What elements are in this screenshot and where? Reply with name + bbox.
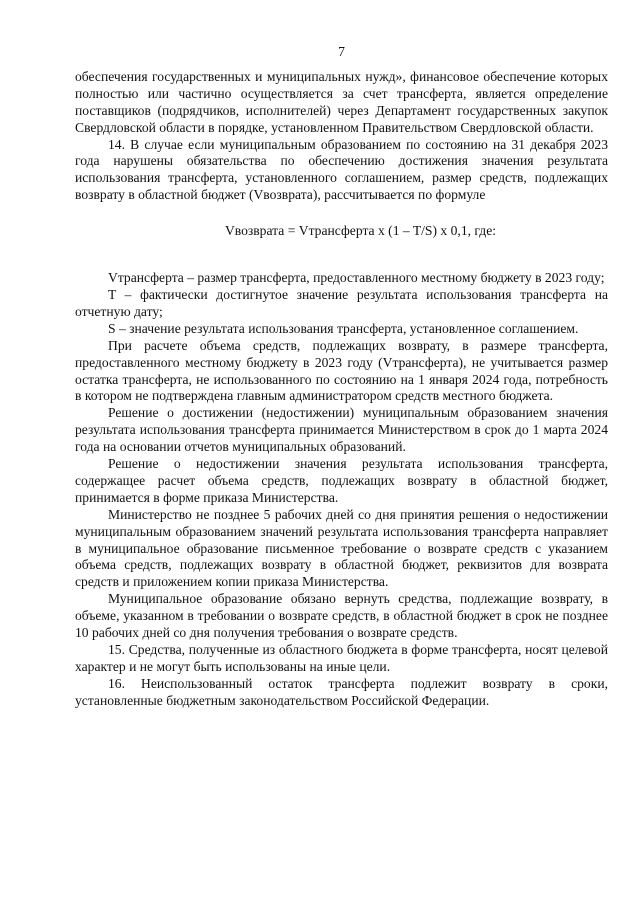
definition-v-transfer: Vтрансферта – размер трансферта, предоставленного местному бюджету в 2023 году; xyxy=(108,270,605,286)
paragraph-decision-achievement: Решение о достижении (недостижении) муниципальным образованием значения результата использования трансферта принимается Министерством в срок до 1 марта 2024 года на основании отчетов муниципальных образований. xyxy=(75,405,608,455)
paragraph-calculation: При расчете объема средств, подлежащих возврату, в размере трансферта, предоставленного местному бюджету в 2023 году (Vтрансферта), не учитывается размер остатка трансферта, не использованного по состоянию на 1 января 2024 года, потребность в котором не подтверждена главным администратором средств местного бюджета. xyxy=(75,337,608,404)
paragraph-15: 15. Средства, полученные из областного бюджета в форме трансферта, носят целевой характер и не могут быть использованы на иные цели. xyxy=(75,642,608,674)
paragraph-decision-order: Решение о недостижении значения результата использования трансферта, содержащее расчет объема средств, подлежащих возврату в областной бюджет, принимается в форме приказа Министерства. xyxy=(75,456,608,505)
paragraph-16: 16. Неиспользованный остаток трансферта подлежит возврату в сроки, установленные бюджетным законодательством Российской Федерации. xyxy=(75,675,608,708)
paragraph-ministry-demand: Министерство не позднее 5 рабочих дней со дня принятия решения о недостижении муниципальным образованием значений результата использования трансферта направляет в муниципальное образование письменное требование о возврате средств с указанием объема средств, подлежащих возврату в областной бюджет, реквизитов для возврата средств и приложением копии приказа Министерства. xyxy=(75,506,608,590)
definition-t: T – фактически достигнутое значение результата использования трансферта на отчетную дату; xyxy=(75,286,608,319)
paragraph-municipal-refund: Муниципальное образование обязано вернуть средства, подлежащие возврату, в объеме, указанном в требовании о возврате средств, в областной бюджет в срок не позднее 10 рабочих дней со дня получения требования о возврате средств. xyxy=(75,591,608,641)
paragraph-14: 14. В случае если муниципальным образованием по состоянию на 31 декабря 2023 года нарушены обязательства по обеспечению достижения значения результата использования трансферта, установленного соглашением, размер средств, подлежащих возврату в областной бюджет (Vвозврата), рассчитывается по формуле xyxy=(75,136,608,203)
formula: Vвозврата = Vтрансферта x (1 – T/S) x 0,1, где: xyxy=(224,223,497,239)
paragraph-procurement-continued: обеспечения государственных и муниципальных нужд», финансовое обеспечение которых полностью или частично осуществляется за счет трансферта, является определение поставщиков (подрядчиков, исполнителей) через Департамент государственных закупок Свердловской области в порядке, установленном Правительством Свердловской области. xyxy=(75,68,608,135)
definition-s: S – значение результата использования трансферта, установленное соглашением. xyxy=(108,320,579,336)
page-number: 7 xyxy=(338,44,345,59)
